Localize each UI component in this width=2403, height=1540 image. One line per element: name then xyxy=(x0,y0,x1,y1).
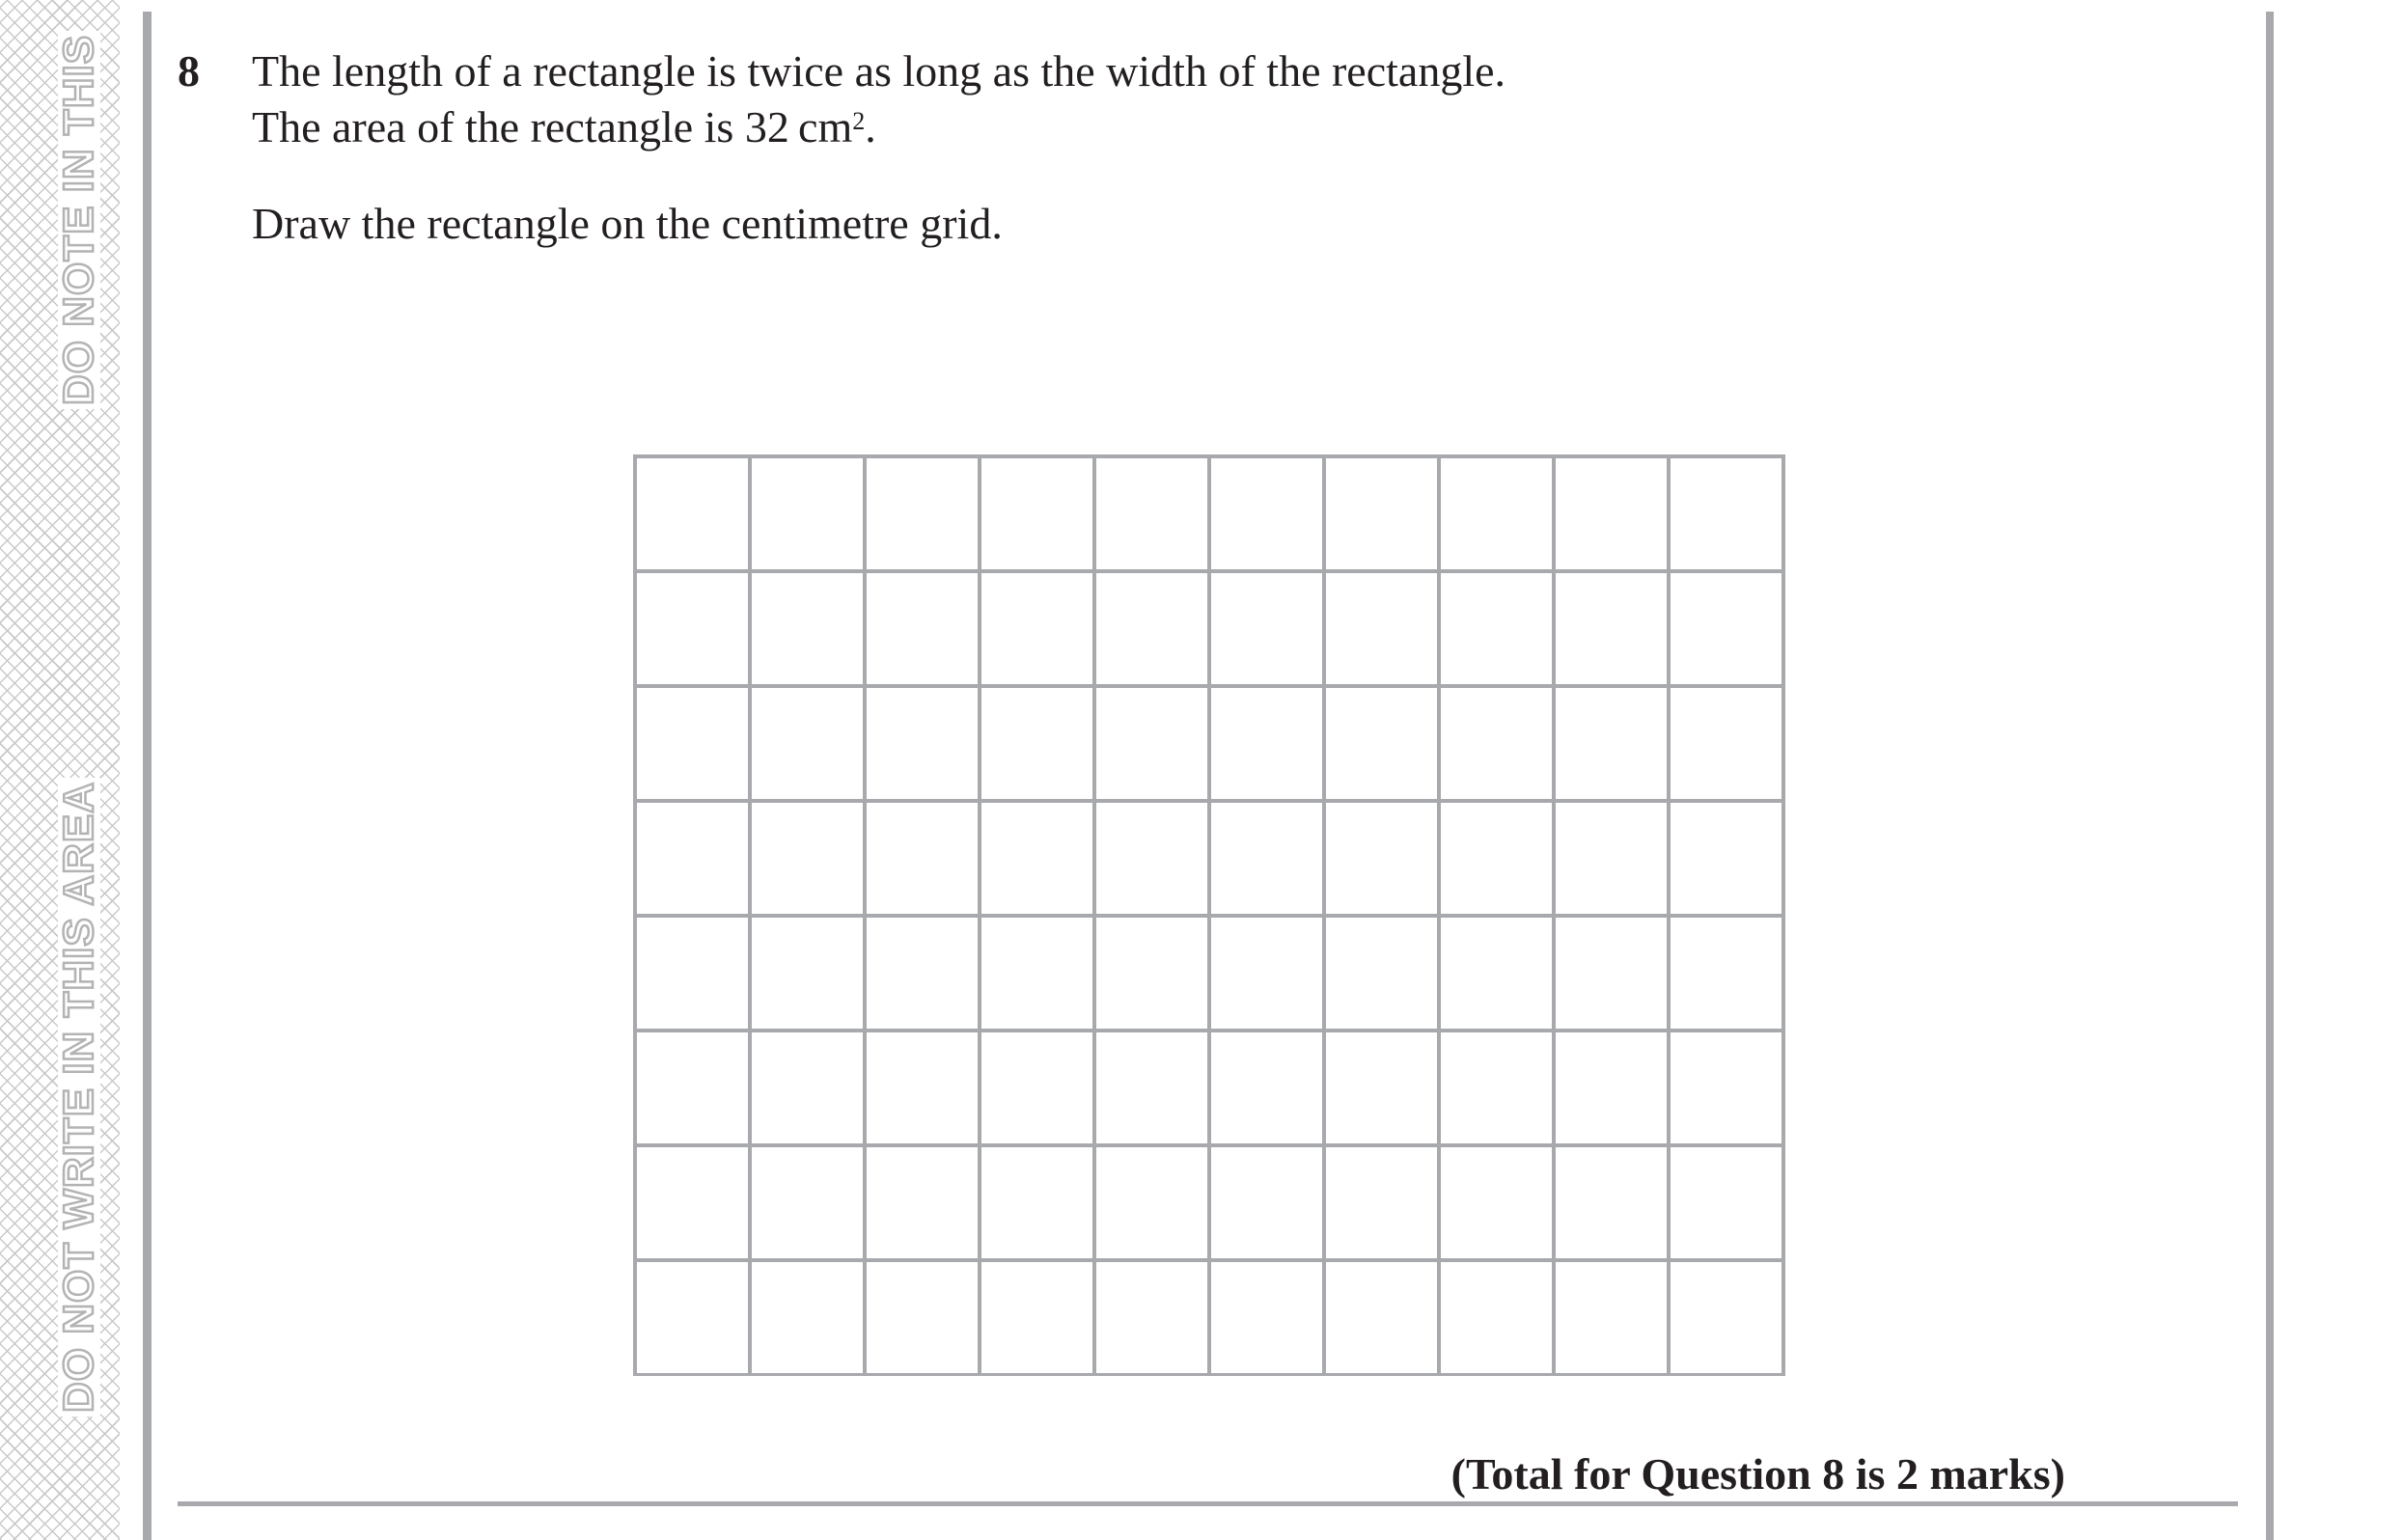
grid-cell[interactable] xyxy=(1324,571,1439,686)
grid-cell[interactable] xyxy=(1554,1145,1669,1260)
grid-cell[interactable] xyxy=(635,1260,750,1375)
grid-cell[interactable] xyxy=(1554,1031,1669,1145)
grid-cell[interactable] xyxy=(865,916,980,1031)
grid-cell[interactable] xyxy=(1439,801,1554,916)
grid-cell[interactable] xyxy=(1324,916,1439,1031)
grid-cell[interactable] xyxy=(750,1260,865,1375)
grid-cell[interactable] xyxy=(1554,571,1669,686)
grid-cell[interactable] xyxy=(635,1031,750,1145)
grid-cell[interactable] xyxy=(1324,456,1439,571)
grid-cell[interactable] xyxy=(1209,801,1324,916)
grid-cell[interactable] xyxy=(980,456,1094,571)
grid-cell[interactable] xyxy=(1209,571,1324,686)
left-rule xyxy=(143,12,152,1540)
grid-cell[interactable] xyxy=(980,571,1094,686)
grid-cell[interactable] xyxy=(865,456,980,571)
question-number: 8 xyxy=(178,46,200,96)
grid-cell[interactable] xyxy=(635,456,750,571)
grid-cell[interactable] xyxy=(1439,571,1554,686)
grid-cell[interactable] xyxy=(865,686,980,801)
centimetre-grid-area[interactable] xyxy=(632,454,1786,1381)
margin-warning-top: DO NOTE IN THIS xyxy=(58,31,100,409)
grid-cell[interactable] xyxy=(1669,1145,1783,1260)
question-text-line1: The length of a rectangle is twice as long as the width of the rectangle. xyxy=(252,46,1506,96)
grid-cell[interactable] xyxy=(865,571,980,686)
grid-cell[interactable] xyxy=(865,1260,980,1375)
grid-cell[interactable] xyxy=(635,686,750,801)
grid-cell[interactable] xyxy=(635,1145,750,1260)
centimetre-grid[interactable] xyxy=(632,454,1786,1376)
grid-cell[interactable] xyxy=(1554,801,1669,916)
grid-cell[interactable] xyxy=(1209,456,1324,571)
grid-cell[interactable] xyxy=(1094,1260,1209,1375)
grid-cell[interactable] xyxy=(865,1031,980,1145)
grid-cell[interactable] xyxy=(750,571,865,686)
grid-cell[interactable] xyxy=(750,456,865,571)
grid-cell[interactable] xyxy=(1439,1260,1554,1375)
grid-cell[interactable] xyxy=(750,916,865,1031)
area-statement: The area of the rectangle is 32 cm xyxy=(252,102,853,151)
grid-cell[interactable] xyxy=(750,1031,865,1145)
grid-cell[interactable] xyxy=(750,801,865,916)
right-rule xyxy=(2266,12,2274,1540)
grid-cell[interactable] xyxy=(1554,1260,1669,1375)
grid-cell[interactable] xyxy=(750,1145,865,1260)
grid-cell[interactable] xyxy=(1669,801,1783,916)
grid-cell[interactable] xyxy=(635,571,750,686)
grid-cell[interactable] xyxy=(1209,1260,1324,1375)
grid-cell[interactable] xyxy=(635,916,750,1031)
grid-cell[interactable] xyxy=(1669,686,1783,801)
grid-cell[interactable] xyxy=(980,1031,1094,1145)
grid-cell[interactable] xyxy=(1324,801,1439,916)
grid-cell[interactable] xyxy=(1094,686,1209,801)
grid-cell[interactable] xyxy=(1439,456,1554,571)
grid-cell[interactable] xyxy=(1669,1260,1783,1375)
grid-cell[interactable] xyxy=(1554,916,1669,1031)
grid-cell[interactable] xyxy=(1554,456,1669,571)
grid-cell[interactable] xyxy=(1209,916,1324,1031)
grid-cell[interactable] xyxy=(865,1145,980,1260)
grid-cell[interactable] xyxy=(1439,1031,1554,1145)
grid-cell[interactable] xyxy=(1094,916,1209,1031)
grid-cell[interactable] xyxy=(980,686,1094,801)
grid-cell[interactable] xyxy=(1324,1031,1439,1145)
grid-cell[interactable] xyxy=(1324,1145,1439,1260)
grid-cell[interactable] xyxy=(1094,456,1209,571)
grid-cell[interactable] xyxy=(750,686,865,801)
grid-cell[interactable] xyxy=(1324,686,1439,801)
grid-cell[interactable] xyxy=(1209,686,1324,801)
grid-cell[interactable] xyxy=(980,1260,1094,1375)
grid-cell[interactable] xyxy=(980,1145,1094,1260)
grid-cell[interactable] xyxy=(1094,801,1209,916)
area-statement-end: . xyxy=(865,102,876,151)
bottom-rule xyxy=(178,1501,2238,1506)
grid-cell[interactable] xyxy=(1094,1145,1209,1260)
question-text-line2 xyxy=(252,100,876,154)
grid-cell[interactable] xyxy=(1094,1031,1209,1145)
grid-cell[interactable] xyxy=(1669,571,1783,686)
grid-cell[interactable] xyxy=(980,916,1094,1031)
grid-cell[interactable] xyxy=(865,801,980,916)
grid-cell[interactable] xyxy=(1439,1145,1554,1260)
grid-cell[interactable] xyxy=(1324,1260,1439,1375)
grid-cell[interactable] xyxy=(1094,571,1209,686)
grid-cell[interactable] xyxy=(1209,1145,1324,1260)
margin-warning-bottom: DO NOT WRITE IN THIS AREA xyxy=(58,778,100,1416)
grid-cell[interactable] xyxy=(635,801,750,916)
grid-cell[interactable] xyxy=(1439,686,1554,801)
grid-cell[interactable] xyxy=(1669,916,1783,1031)
grid-cell[interactable] xyxy=(1209,1031,1324,1145)
grid-cell[interactable] xyxy=(1439,916,1554,1031)
margin-strip xyxy=(0,0,120,1540)
grid-cell[interactable] xyxy=(1669,456,1783,571)
question-instruction: Draw the rectangle on the centimetre grid. xyxy=(252,199,1003,248)
grid-cell[interactable] xyxy=(980,801,1094,916)
grid-cell[interactable] xyxy=(1554,686,1669,801)
total-marks: (Total for Question 8 is 2 marks) xyxy=(1450,1449,2065,1499)
grid-cell[interactable] xyxy=(1669,1031,1783,1145)
area-unit-exponent: 2 xyxy=(852,107,866,135)
